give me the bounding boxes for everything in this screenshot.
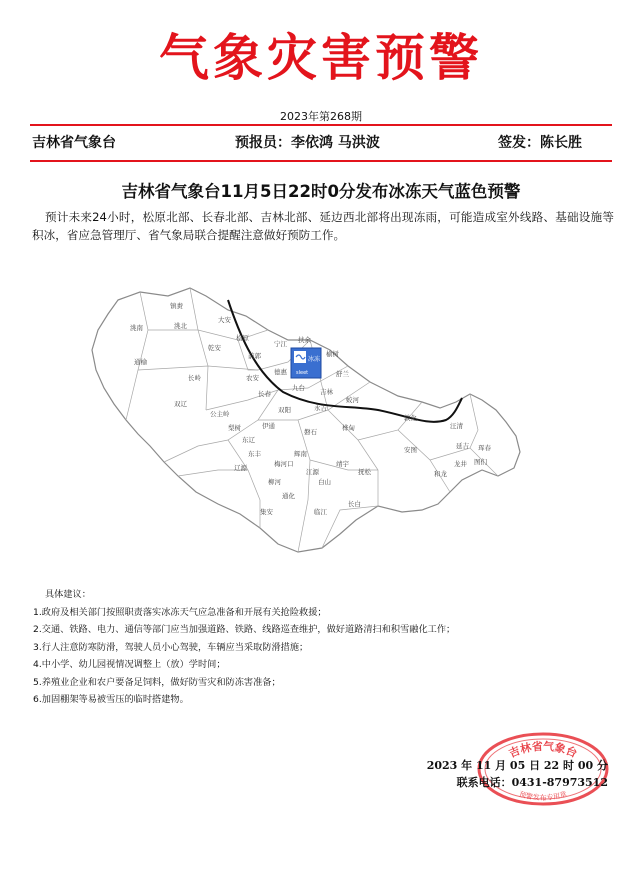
header-bottom-rule — [30, 160, 612, 162]
place-label: 敦化 — [404, 414, 417, 422]
place-label: 双辽 — [174, 400, 187, 408]
place-label: 蛟河 — [346, 396, 359, 404]
issue-datetime: 2023 年 11 月 05 日 22 时 00 分 — [426, 759, 608, 772]
place-label: 汪清 — [450, 422, 463, 430]
place-label: 集安 — [260, 508, 273, 516]
notice-body: 预计未来24小时，松原北部、长春北部、吉林北部、延边西北部将出现冻雨，可能造成室外线路、基础设施等积冰，省应急管理厅、省气象局联合提醒注意做好预防工作。 — [32, 210, 614, 242]
forecaster-names: 预报员：李依鸿 马洪波 — [235, 135, 380, 151]
warning-map — [78, 270, 558, 570]
place-label: 东辽 — [242, 436, 255, 444]
place-label: 桦甸 — [342, 424, 355, 432]
place-label: 洮北 — [174, 322, 187, 330]
advice-item: 3.行人注意防寒防滑，驾驶人员小心驾驶，车辆应当采取防滑措施； — [33, 641, 309, 653]
province-outline — [92, 288, 520, 552]
place-label: 大安 — [218, 316, 231, 324]
place-label: 伊通 — [262, 422, 275, 430]
place-label: 和龙 — [434, 470, 447, 478]
place-label: 安图 — [404, 446, 417, 454]
warning-icon-sub: sleet — [296, 370, 309, 376]
notice-title: 吉林省气象台11月5日22时0分发布冰冻天气蓝色预警 — [121, 182, 521, 201]
place-label: 镇赉 — [170, 302, 183, 310]
place-label: 前郭 — [248, 352, 261, 360]
place-label: 公主岭 — [210, 410, 230, 418]
advice-item: 2.交通、铁路、电力、通信等部门应当加强道路、铁路、线路巡查维护，做好道路清扫和积雪融化工作； — [33, 624, 456, 635]
header-top-rule — [30, 124, 612, 126]
advice-item: 4.中小学、幼儿园视情况调整上（放）学时间； — [33, 659, 226, 670]
seal-text-top: 吉林省气象台 — [507, 739, 579, 761]
place-label: 磐石 — [304, 428, 317, 436]
advice-section — [33, 586, 593, 709]
advice-item: 1.政府及相关部门按照职责落实冰冻天气应急准备和开展有关抢险救援； — [33, 606, 327, 618]
place-label: 长岭 — [188, 374, 201, 382]
place-label: 永吉 — [314, 404, 327, 412]
place-label: 舒兰 — [336, 370, 349, 378]
place-label: 延吉 — [456, 442, 469, 450]
place-label: 东丰 — [248, 450, 261, 458]
place-label: 图们 — [474, 458, 487, 466]
place-label: 吉林 — [320, 388, 333, 396]
place-label: 辽源 — [234, 464, 247, 472]
svg-text:预警发布专用章 — [518, 789, 568, 802]
place-label: 靖宇 — [336, 460, 349, 468]
freezing-warning-icon — [291, 348, 321, 378]
place-label: 通榆 — [134, 358, 147, 366]
seal-text-bottom: 预警发布专用章 — [518, 790, 568, 802]
jilin-province-map — [78, 270, 558, 570]
place-label: 珲春 — [478, 444, 491, 452]
place-label: 洮南 — [130, 324, 143, 332]
advice-heading: 具体建议： — [45, 589, 91, 600]
document-title: 气象灾害预警 — [159, 28, 483, 87]
place-label: 梨树 — [228, 424, 241, 432]
place-label: 九台 — [292, 384, 305, 392]
place-label: 辉南 — [294, 450, 307, 458]
place-label: 长春 — [258, 390, 271, 398]
place-label: 乾安 — [208, 344, 221, 352]
place-label: 榆树 — [326, 350, 339, 358]
warning-icon-label: 冰冻 — [308, 356, 321, 363]
place-label: 双阳 — [278, 406, 291, 414]
place-label: 梅河口 — [274, 460, 294, 468]
issuer-name: 吉林省气象台 — [32, 135, 116, 151]
place-label: 抚松 — [358, 468, 371, 476]
contact-phone: 联系电话：0431-87973512 — [456, 776, 608, 789]
place-label: 临江 — [314, 508, 327, 516]
place-label: 德惠 — [274, 368, 287, 376]
place-label: 白山 — [318, 478, 331, 486]
place-label: 农安 — [246, 374, 259, 382]
place-label: 松原 — [236, 334, 249, 342]
place-label: 通化 — [282, 492, 295, 500]
signer-name: 签发：陈长胜 — [498, 135, 582, 151]
advice-item: 5.养殖业企业和农户要备足饲料，做好防雪灾和防冻害准备； — [33, 676, 281, 688]
place-label: 柳河 — [268, 478, 281, 486]
issue-number: 2023年第268期 — [280, 110, 362, 123]
place-label: 宁江 — [274, 340, 287, 348]
place-label: 龙井 — [454, 460, 467, 468]
advice-item: 6.加固棚架等易被雪压的临时搭建物。 — [33, 694, 189, 705]
place-label: 扶余 — [298, 336, 311, 344]
place-label: 江源 — [306, 468, 319, 476]
place-label: 长白 — [348, 500, 361, 508]
